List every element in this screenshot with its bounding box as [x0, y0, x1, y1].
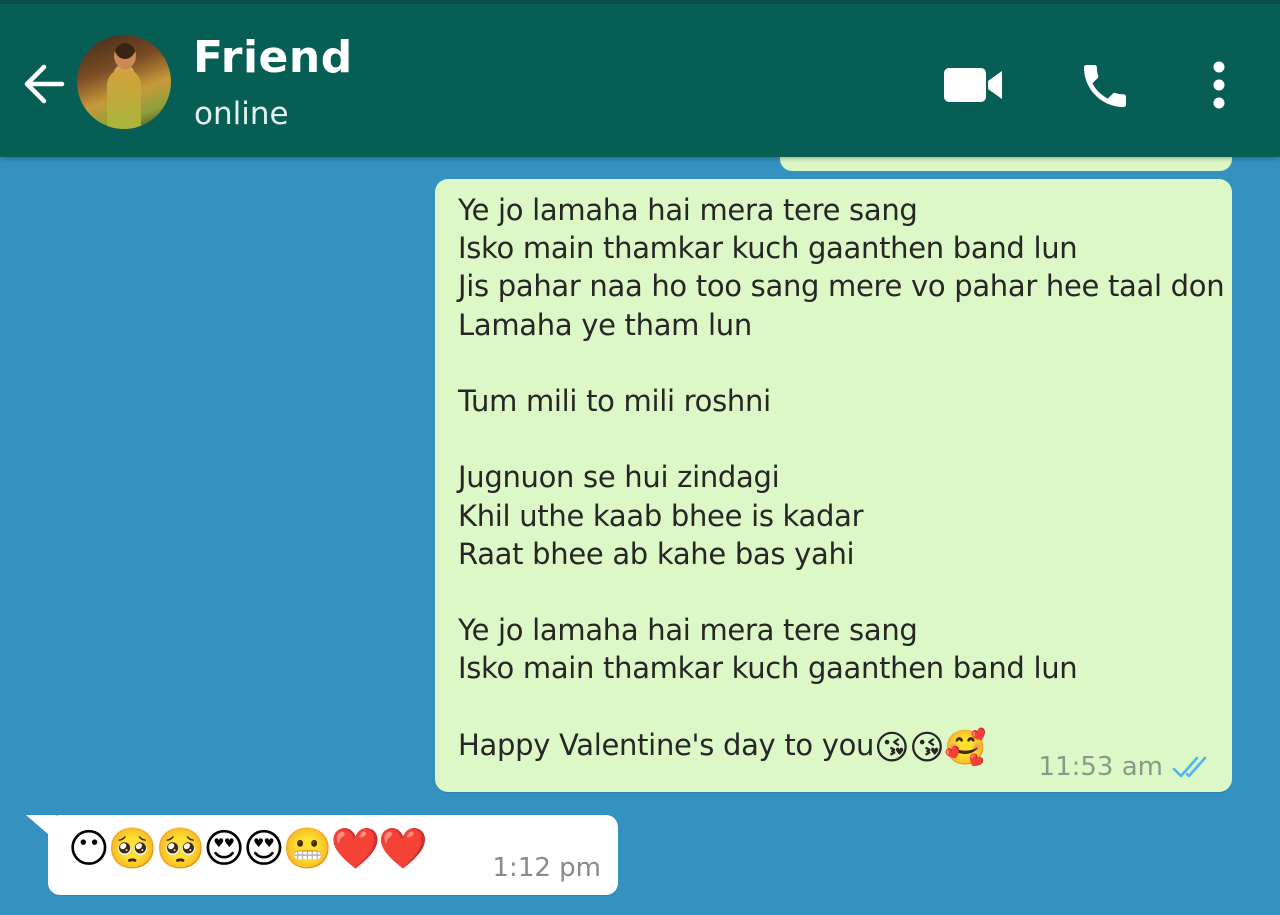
kiss-emojis: 😘😘🥰 [874, 727, 987, 768]
incoming-emojis: 😶🥺🥺😍😍😬❤️❤️ [68, 826, 427, 872]
avatar-figure [107, 69, 141, 129]
arrow-left-icon [18, 56, 70, 112]
message-line: Raat bhee ab kahe bas yahi [458, 536, 855, 571]
video-camera-icon [942, 64, 1004, 106]
message-line: Lamaha ye tham lun [458, 307, 752, 342]
message-line [458, 687, 1224, 725]
avatar-head [114, 43, 136, 69]
message-time: 11:53 am [1038, 752, 1163, 782]
message-line: Ye jo lamaha hai mera tere sang [458, 613, 918, 648]
message-line [458, 573, 1224, 611]
contact-status: online [194, 96, 289, 132]
message-line [458, 344, 1224, 382]
message-line: Isko main thamkar kuch gaanthen band lun [458, 651, 1078, 686]
video-call-button[interactable] [942, 64, 1004, 106]
valentine-text: Happy Valentine's day to you [458, 727, 875, 762]
message-line: Jugnuon se hui zindagi [458, 460, 780, 495]
avatar[interactable] [77, 35, 171, 129]
chat-header [0, 0, 1280, 157]
message-line: Khil uthe kaab bhee is kadar [458, 498, 864, 533]
incoming-time: 1:12 pm [492, 853, 601, 883]
message-line: Isko main thamkar kuch gaanthen band lun [458, 231, 1078, 266]
double-check-icon [1171, 754, 1215, 780]
contact-name[interactable]: Friend [193, 32, 353, 83]
message-line: Ye jo lamaha hai mera tere sang [458, 193, 918, 227]
back-button[interactable] [18, 56, 70, 112]
incoming-message-bubble[interactable] [48, 815, 618, 895]
message-line: Tum mili to mili roshni [458, 383, 771, 418]
message-meta [1039, 752, 1215, 782]
phone-icon [1076, 58, 1134, 114]
more-options-button[interactable] [1205, 60, 1233, 110]
message-line: Jis pahar naa ho too sang mere vo pahar hee taal don [458, 269, 1225, 304]
voice-call-button[interactable] [1076, 58, 1134, 114]
message-line [458, 420, 1224, 458]
outgoing-message-bubble[interactable] [435, 179, 1232, 792]
bubble-tail [26, 815, 56, 841]
more-vertical-icon [1205, 60, 1233, 110]
